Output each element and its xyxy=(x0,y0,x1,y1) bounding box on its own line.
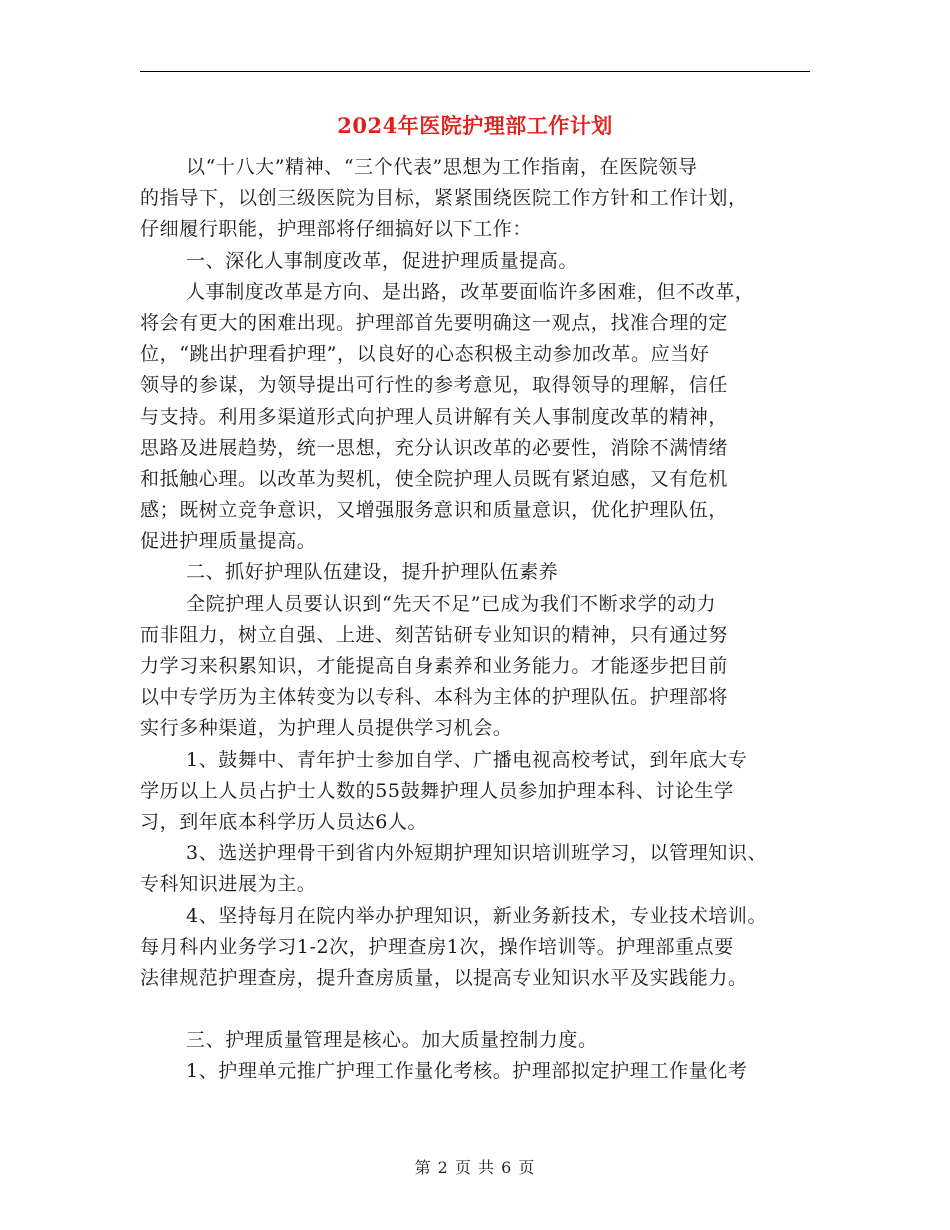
body-line: 仔细履行职能，护理部将仔细搞好以下工作： xyxy=(140,218,533,241)
body-line: 位，“跳出护理看护理”，以良好的心态积极主动参加改革。应当好 xyxy=(140,343,710,366)
body-line: 力学习来积累知识，才能提高自身素养和业务能力。才能逐步把目前 xyxy=(140,655,729,677)
body-line: 的指导下，以创三级医院为目标，紧紧围绕医院工作方针和工作计划， xyxy=(140,187,748,210)
body-line: 习，到年底本科学历人员达6人。 xyxy=(140,810,428,833)
document-title: 2024年医院护理部工作计划 xyxy=(337,113,613,138)
body-line: 思路及进展趋势，统一思想，充分认识改革的必要性，消除不满情绪 xyxy=(140,436,729,459)
body-line: 1、护理单元推广护理工作量化考核。护理部拟定护理工作量化考 xyxy=(186,1060,748,1083)
body-line: 法律规范护理查房，提升查房质量，以提高专业知识水平及实践能力。 xyxy=(140,966,748,989)
body-line: 二、抓好护理队伍建设，提升护理队伍素养 xyxy=(186,561,559,584)
body-line: 1、鼓舞中、青年护士参加自学、广播电视高校考试，到年底大专 xyxy=(186,748,748,771)
body-line: 将会有更大的困难出现。护理部首先要明确这一观点，找准合理的定 xyxy=(140,311,729,334)
body-line: 而非阻力，树立自强、上进、刻苦钻研专业知识的精神，只有通过努 xyxy=(140,623,729,646)
body-line: 专科知识进展为主。 xyxy=(140,873,317,896)
body-line: 以“十八大”精神、“三个代表”思想为工作指南，在医院领导 xyxy=(186,156,698,178)
body-line: 和抵触心理。以改革为契机，使全院护理人员既有紧迫感，又有危机 xyxy=(140,467,729,490)
body-line: 与支持。利用多渠道形式向护理人员讲解有关人事制度改革的精神， xyxy=(140,405,729,428)
page-footer: 第 2 页 共 6 页 xyxy=(414,1158,536,1177)
body-line: 4、坚持每月在院内举办护理知识，新业务新技术，专业技术培训。 xyxy=(186,904,768,927)
body-line: 三、护理质量管理是核心。加大质量控制力度。 xyxy=(186,1029,598,1052)
header-rule xyxy=(140,71,810,72)
body-line: 每月科内业务学习1-2次，护理查房1次，操作培训等。护理部重点要 xyxy=(140,935,734,958)
body-line: 学历以上人员占护士人数的55鼓舞护理人员参加护理本科、讨论生学 xyxy=(140,779,734,802)
body-line xyxy=(140,994,820,1025)
body-line: 3、选送护理骨干到省内外短期护理知识培训班学习，以管理知识、 xyxy=(186,842,768,865)
body-line: 实行多种渠道，为护理人员提供学习机会。 xyxy=(140,717,513,740)
body-line: 促进护理质量提高。 xyxy=(140,530,317,553)
body-line: 领导的参谋，为领导提出可行性的参考意见，取得领导的理解，信任 xyxy=(140,374,729,397)
body-line: 以中专学历为主体转变为以专科、本科为主体的护理队伍。护理部将 xyxy=(140,686,729,709)
body-line: 一、深化人事制度改革，促进护理质量提高。 xyxy=(186,249,579,272)
document-body xyxy=(140,152,820,1088)
body-line: 全院护理人员要认识到“先天不足”已成为我们不断求学的动力 xyxy=(186,592,717,615)
body-line: 感；既树立竞争意识，又增强服务意识和质量意识，优化护理队伍， xyxy=(140,499,729,522)
body-line: 人事制度改革是方向、是出路，改革要面临许多困难，但不改革， xyxy=(186,280,755,303)
